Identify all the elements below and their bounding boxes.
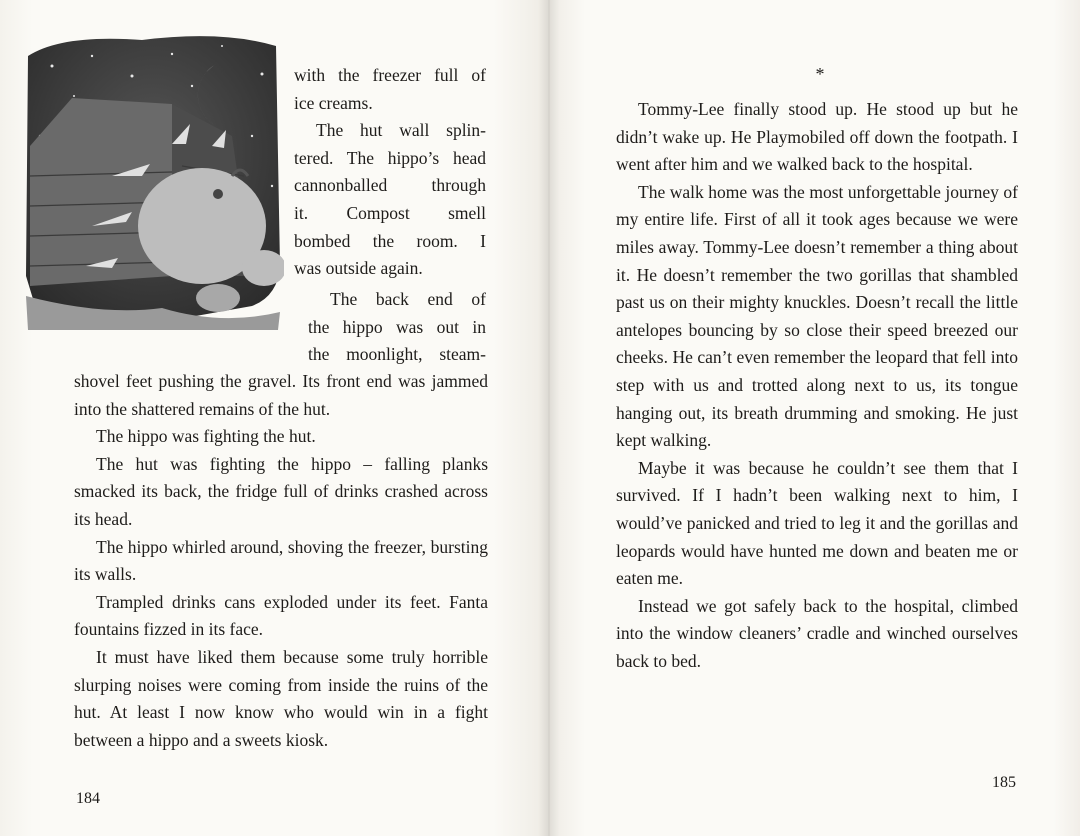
wrap-text-column	[294, 62, 486, 283]
page-number: 184	[76, 790, 100, 807]
paragraph: The hut was fighting the hippo – falling planks smacked its back, the fridge full of drinks crashed across its head.	[74, 453, 488, 529]
text-line: it. Compost smell	[294, 202, 486, 223]
text-line: The back end of	[330, 289, 486, 309]
paragraph: Trampled drinks cans exploded under its feet. Fanta fountains fizzed in its face.	[74, 591, 488, 640]
text-line: ice creams.	[294, 92, 373, 113]
section-break: *	[815, 64, 825, 84]
hippo-hut-illustration	[22, 26, 284, 332]
text-line: The hut wall splin-	[316, 120, 486, 141]
paragraph: Maybe it was because he couldn’t see them that I survived. If I hadn’t been walking next to him, I would’ve panicked and tried to leg it and the gorillas and leopards would have hunted me down and beaten me or eaten me.	[616, 457, 1018, 589]
paragraph: The hippo was fighting the hut.	[96, 426, 316, 447]
text-line: cannonballed through	[294, 175, 486, 196]
text-line: the moonlight, steam-	[308, 344, 486, 365]
paragraph: Tommy-Lee finally stood up. He stood up but he didn’t wake up. He Playmobiled off down the footpath. I went after him and we walked back to the hospital.	[616, 99, 1018, 175]
wrap-text-column-2	[308, 286, 486, 369]
text-line: the hippo was out in	[308, 316, 486, 337]
text-line: tered. The hippo’s head	[294, 147, 486, 168]
text-line: with the freezer full of	[294, 65, 486, 85]
paragraph: Instead we got safely back to the hospital, climbed into the window cleaners’ cradle and winched ourselves back to bed.	[616, 595, 1018, 671]
left-body-text	[74, 368, 488, 754]
text-line: bombed the room. I	[294, 230, 486, 251]
paragraph: shovel feet pushing the gravel. Its front end was jammed into the shattered remains of the hut.	[74, 371, 488, 419]
paragraph: The hippo whirled around, shoving the freezer, bursting its walls.	[74, 536, 488, 585]
text-line: was outside again.	[294, 258, 423, 279]
page-number: 185	[992, 774, 1016, 791]
right-body-text	[616, 96, 1018, 675]
paragraph: It must have liked them because some truly horrible slurping noises were coming from inside the ruins of the hut. At least I now know who would win in a fight between a hippo and a sweets kiosk.	[74, 646, 488, 750]
paragraph: The walk home was the most unforgettable journey of my entire life. First of all it took ages because we were miles away. Tommy-Lee doesn’t remember a thing about it. He doesn’t remember the two gorillas that shambled past us on their mighty knuckles. Doesn’t recall the little antelopes bouncing by so close their speed breezed our cheeks. He can’t even remember the leopard that fell into step with us and trotted along next to us, its tongue hanging out, its breath drumming and smoking. He just kept walking.	[616, 181, 1018, 451]
